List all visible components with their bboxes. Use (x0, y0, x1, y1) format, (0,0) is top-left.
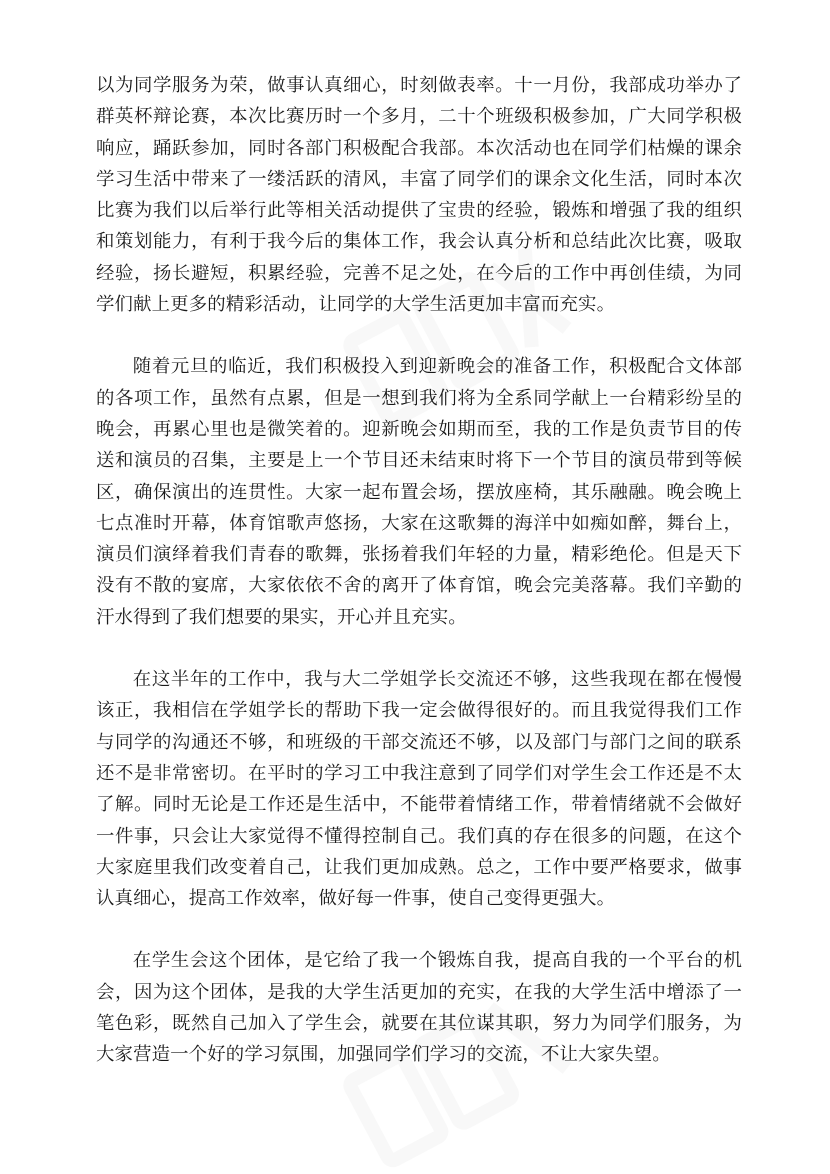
paragraph-4: 在学生会这个团体，是它给了我一个锻炼自我，提高自我的一个平台的机会，因为这个团体，是我的大学生活更加的充实，在我的大学生活中增添了一笔色彩，既然自己加入了学生会，就要在其位谋其职，努力为同学们服务，为大家营造一个好的学习氛围，加强同学们学习的交流，不让大家失望。 (96, 950, 742, 1066)
paragraph-1: 以为同学服务为荣，做事认真细心，时刻做表率。十一月份，我部成功举办了群英杯辩论赛，本次比赛历时一个多月，二十个班级积极参加，广大同学积极响应，踊跃参加，同时各部门积极配合我部。本次活动也在同学们枯燥的课余学习生活中带来了一缕活跃的清风，丰富了同学们的课余文化生活，同时本次比赛为我们以后举行此等相关活动提供了宝贵的经验，锻炼和增强了我的组织和策划能力，有利于我今后的集体工作，我会认真分析和总结此次比赛，吸取经验，扬长避短，积累经验，完善不足之处，在今后的工作中再创佳绩，为同学们献上更多的精彩活动，让同学的大学生活更加丰富而充实。 (96, 75, 742, 316)
paragraph-2: 随着元旦的临近，我们积极投入到迎新晚会的准备工作，积极配合文体部的各项工作，虽然有点累，但是一想到我们将为全系同学献上一台精彩纷呈的晚会，再累心里也是微笑着的。迎新晚会如期而至，我的工作是负责节目的传送和演员的召集，主要是上一个节目还未结束时将下一个节目的演员带到等候区，确保演出的连贯性。大家一起布置会场，摆放座椅，其乐融融。晚会晚上七点准时开幕，体育馆歌声悠扬，大家在这歌舞的海洋中如痴如醉，舞台上，演员们演绎着我们青春的歌舞，张扬着我们年轻的力量，精彩绝伦。但是天下没有不散的宴席，大家依依不舍的离开了体育馆，晚会完美落幕。我们辛勤的汗水得到了我们想要的果实，开心并且充实。 (96, 356, 742, 628)
document-body (96, 70, 742, 1102)
paragraph-3: 在这半年的工作中，我与大二学姐学长交流还不够，这些我现在都在慢慢该正，我相信在学姐学长的帮助下我一定会做得很好的。而且我觉得我们工作与同学的沟通还不够，和班级的干部交流还不够，以及部门与部门之间的联系还不是非常密切。在平时的学习工中我注意到了同学们对学生会工作还是不太了解。同时无论是工作还是生活中，不能带着情绪工作，带着情绪就不会做好一件事，只会让大家觉得不懂得控制自己。我们真的存在很多的问题，在这个大家庭里我们改变着自己，让我们更加成熟。总之，工作中要严格要求，做事认真细心，提高工作效率，做好每一件事，使自己变得更强大。 (96, 669, 742, 910)
